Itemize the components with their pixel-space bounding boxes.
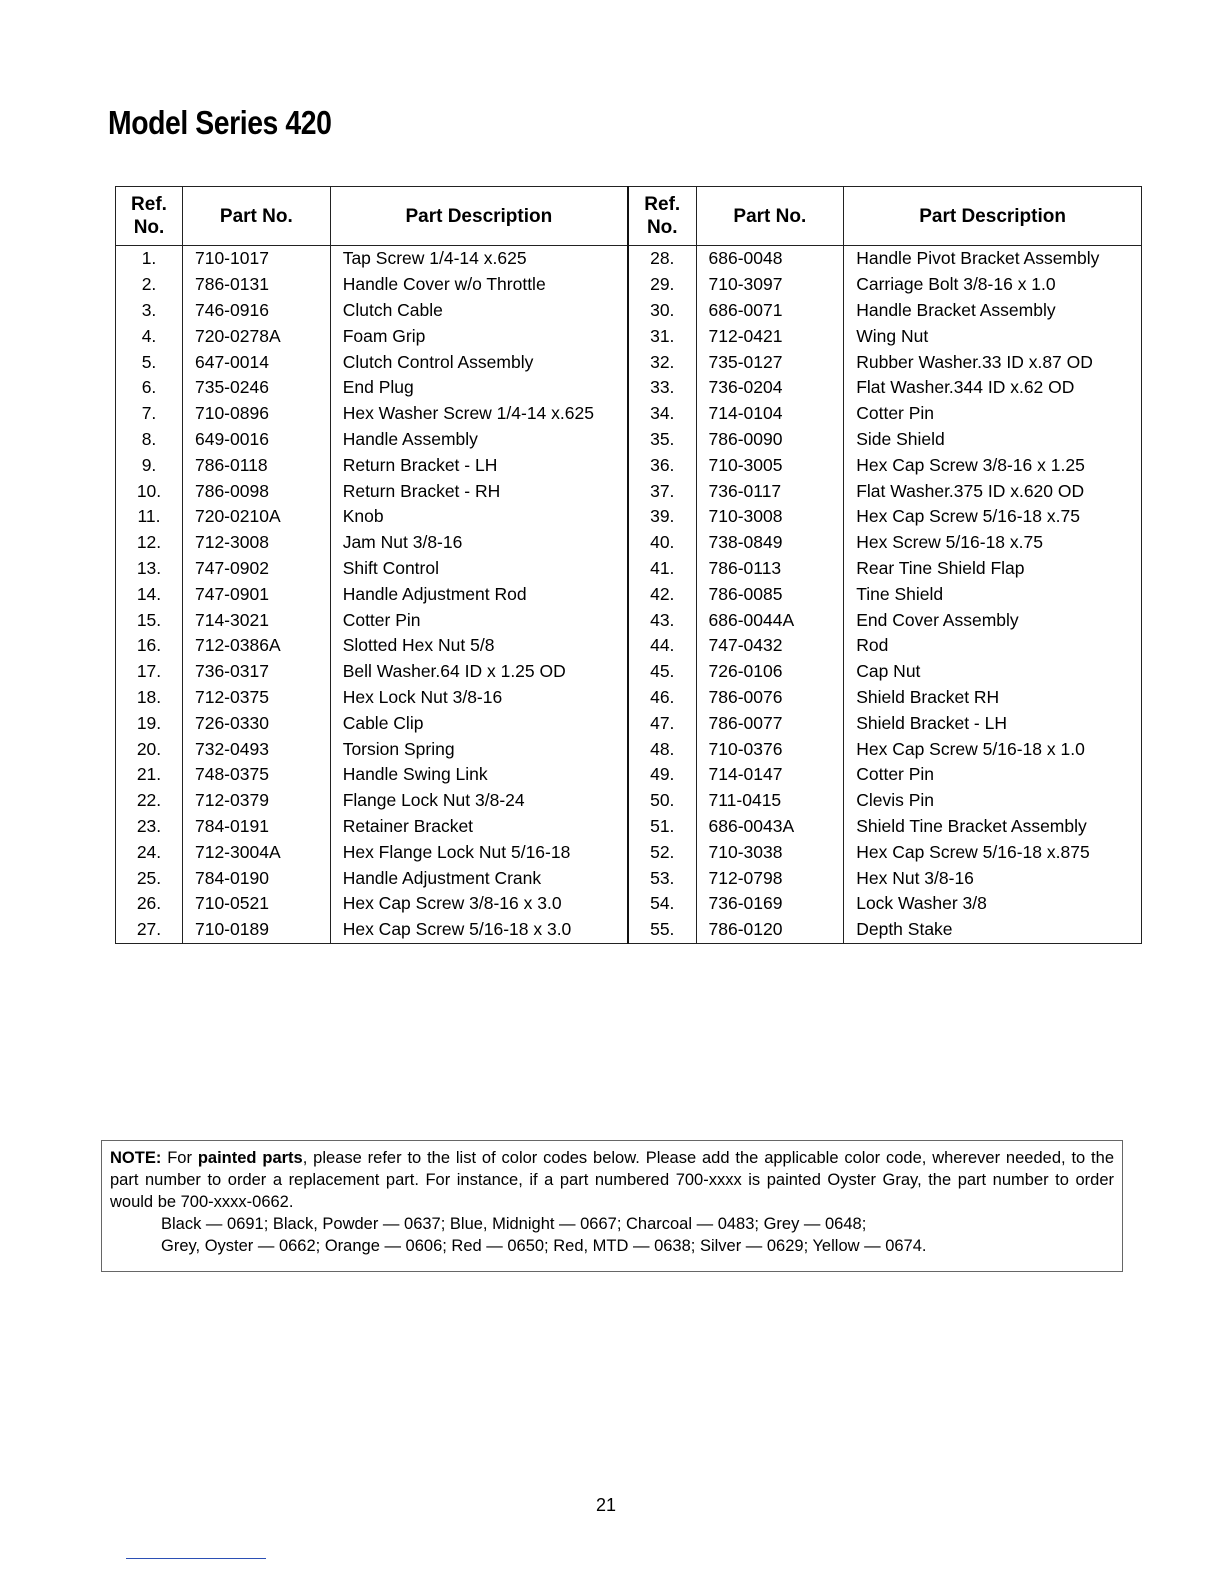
cell-part-no: 714-3021 — [182, 607, 330, 633]
cell-part-description-2: Rod — [844, 633, 1142, 659]
cell-ref-no-2: 37. — [628, 478, 696, 504]
cell-part-no: 786-0118 — [182, 452, 330, 478]
cell-part-no: 726-0330 — [182, 710, 330, 736]
cell-part-description: Hex Washer Screw 1/4-14 x.625 — [330, 401, 628, 427]
cell-part-no: 712-0386A — [182, 633, 330, 659]
table-row — [116, 917, 1142, 943]
header-part-description-2: Part Description — [844, 187, 1142, 246]
cell-part-description: Handle Swing Link — [330, 762, 628, 788]
cell-part-description-2: Hex Cap Screw 5/16-18 x 1.0 — [844, 736, 1142, 762]
cell-ref-no: 3. — [116, 298, 183, 324]
cell-part-no: 710-1017 — [182, 246, 330, 272]
cell-part-no: 784-0190 — [182, 865, 330, 891]
cell-ref-no: 17. — [116, 659, 183, 685]
cell-part-no-2: 786-0085 — [696, 581, 844, 607]
cell-ref-no: 23. — [116, 814, 183, 840]
cell-part-description-2: Rubber Washer.33 ID x.87 OD — [844, 349, 1142, 375]
cell-ref-no: 18. — [116, 685, 183, 711]
table-row — [116, 323, 1142, 349]
cell-part-description: Return Bracket - LH — [330, 452, 628, 478]
cell-ref-no-2: 45. — [628, 659, 696, 685]
cell-part-no: 649-0016 — [182, 427, 330, 453]
cell-part-description-2: Depth Stake — [844, 917, 1142, 943]
table-row — [116, 504, 1142, 530]
cell-part-description: Hex Flange Lock Nut 5/16-18 — [330, 839, 628, 865]
cell-part-no-2: 736-0204 — [696, 375, 844, 401]
cell-part-no-2: 786-0113 — [696, 556, 844, 582]
cell-part-no: 735-0246 — [182, 375, 330, 401]
cell-ref-no-2: 52. — [628, 839, 696, 865]
table-row — [116, 839, 1142, 865]
cell-ref-no: 6. — [116, 375, 183, 401]
footer-rule — [126, 1558, 266, 1559]
cell-part-no-2: 686-0048 — [696, 246, 844, 272]
note-text-2: , please refer to the list of color codes below. Please add the applicable color code, wherever needed, to the part number to order a replacement part. For instance, if a part numbered 700-xxxx is painted Oyster Gray, the part number to order would be 700-xxxx-0662. — [110, 1149, 1114, 1211]
page-number: 21 — [596, 1495, 617, 1515]
cell-part-description: Clutch Control Assembly — [330, 349, 628, 375]
cell-part-description-2: Shield Tine Bracket Assembly — [844, 814, 1142, 840]
cell-part-no-2: 686-0043A — [696, 814, 844, 840]
table-row — [116, 246, 1142, 272]
cell-part-description: Tap Screw 1/4-14 x.625 — [330, 246, 628, 272]
color-codes-line-1: Black — 0691; Black, Powder — 0637; Blue, Midnight — 0667; Charcoal — 0483; Grey — 0648; — [161, 1215, 867, 1233]
table-row — [116, 556, 1142, 582]
cell-ref-no-2: 51. — [628, 814, 696, 840]
cell-ref-no-2: 42. — [628, 581, 696, 607]
cell-part-description-2: Lock Washer 3/8 — [844, 891, 1142, 917]
cell-part-no: 712-3008 — [182, 530, 330, 556]
cell-ref-no-2: 46. — [628, 685, 696, 711]
header-ref-no-2: Ref. No. — [628, 187, 696, 246]
cell-part-no: 732-0493 — [182, 736, 330, 762]
cell-part-description: Handle Assembly — [330, 427, 628, 453]
cell-ref-no: 10. — [116, 478, 183, 504]
parts-table — [115, 186, 1142, 944]
cell-part-no-2: 710-3038 — [696, 839, 844, 865]
cell-ref-no-2: 48. — [628, 736, 696, 762]
cell-part-no: 712-3004A — [182, 839, 330, 865]
cell-part-no-2: 736-0169 — [696, 891, 844, 917]
table-row — [116, 349, 1142, 375]
cell-part-no-2: 786-0076 — [696, 685, 844, 711]
cell-part-description-2: Flat Washer.344 ID x.62 OD — [844, 375, 1142, 401]
cell-part-description: Handle Adjustment Crank — [330, 865, 628, 891]
cell-ref-no-2: 30. — [628, 298, 696, 324]
cell-part-description-2: Shield Bracket - LH — [844, 710, 1142, 736]
cell-part-no-2: 686-0071 — [696, 298, 844, 324]
cell-part-description: Shift Control — [330, 556, 628, 582]
cell-part-description: Clutch Cable — [330, 298, 628, 324]
cell-part-description-2: Hex Cap Screw 3/8-16 x 1.25 — [844, 452, 1142, 478]
cell-part-no-2: 726-0106 — [696, 659, 844, 685]
color-codes-line-2: Grey, Oyster — 0662; Orange — 0606; Red — 0650; Red, MTD — 0638; Silver — 0629; Yellow — 0674. — [161, 1237, 927, 1255]
cell-part-no-2: 786-0077 — [696, 710, 844, 736]
cell-ref-no-2: 33. — [628, 375, 696, 401]
table-row — [116, 530, 1142, 556]
cell-part-no: 786-0131 — [182, 272, 330, 298]
table-row — [116, 427, 1142, 453]
cell-ref-no: 1. — [116, 246, 183, 272]
cell-part-no-2: 714-0104 — [696, 401, 844, 427]
cell-part-description-2: Clevis Pin — [844, 788, 1142, 814]
cell-ref-no: 4. — [116, 323, 183, 349]
cell-part-description: End Plug — [330, 375, 628, 401]
cell-part-no: 720-0278A — [182, 323, 330, 349]
cell-part-description-2: Wing Nut — [844, 323, 1142, 349]
cell-part-description: Hex Cap Screw 3/8-16 x 3.0 — [330, 891, 628, 917]
cell-part-description: Retainer Bracket — [330, 814, 628, 840]
cell-ref-no: 26. — [116, 891, 183, 917]
table-row — [116, 710, 1142, 736]
cell-ref-no: 9. — [116, 452, 183, 478]
note-paragraph — [110, 1147, 1114, 1213]
cell-part-no-2: 686-0044A — [696, 607, 844, 633]
table-row — [116, 685, 1142, 711]
cell-ref-no-2: 36. — [628, 452, 696, 478]
cell-part-description: Cable Clip — [330, 710, 628, 736]
note-label: NOTE: — [110, 1149, 162, 1167]
cell-ref-no-2: 40. — [628, 530, 696, 556]
cell-ref-no-2: 41. — [628, 556, 696, 582]
cell-part-no-2: 710-3005 — [696, 452, 844, 478]
cell-ref-no-2: 50. — [628, 788, 696, 814]
cell-part-description: Jam Nut 3/8-16 — [330, 530, 628, 556]
cell-ref-no-2: 29. — [628, 272, 696, 298]
cell-ref-no-2: 49. — [628, 762, 696, 788]
cell-part-description: Hex Cap Screw 5/16-18 x 3.0 — [330, 917, 628, 943]
table-row — [116, 375, 1142, 401]
cell-ref-no: 5. — [116, 349, 183, 375]
table-row — [116, 401, 1142, 427]
cell-ref-no-2: 44. — [628, 633, 696, 659]
painted-parts-note — [101, 1140, 1123, 1272]
table-row — [116, 736, 1142, 762]
cell-part-description-2: Cap Nut — [844, 659, 1142, 685]
cell-part-no: 710-0189 — [182, 917, 330, 943]
cell-part-no-2: 735-0127 — [696, 349, 844, 375]
cell-ref-no-2: 53. — [628, 865, 696, 891]
cell-ref-no: 13. — [116, 556, 183, 582]
cell-ref-no: 16. — [116, 633, 183, 659]
cell-part-description: Bell Washer.64 ID x 1.25 OD — [330, 659, 628, 685]
cell-part-no-2: 710-0376 — [696, 736, 844, 762]
cell-ref-no-2: 34. — [628, 401, 696, 427]
cell-part-description-2: Carriage Bolt 3/8-16 x 1.0 — [844, 272, 1142, 298]
cell-part-no: 786-0098 — [182, 478, 330, 504]
table-row — [116, 865, 1142, 891]
cell-ref-no: 19. — [116, 710, 183, 736]
cell-part-no-2: 747-0432 — [696, 633, 844, 659]
cell-part-description-2: Rear Tine Shield Flap — [844, 556, 1142, 582]
cell-ref-no-2: 39. — [628, 504, 696, 530]
table-row — [116, 891, 1142, 917]
cell-part-description-2: Tine Shield — [844, 581, 1142, 607]
cell-part-description-2: Hex Screw 5/16-18 x.75 — [844, 530, 1142, 556]
cell-part-no-2: 738-0849 — [696, 530, 844, 556]
parts-table-body — [116, 246, 1142, 944]
cell-ref-no: 11. — [116, 504, 183, 530]
cell-part-no: 746-0916 — [182, 298, 330, 324]
cell-part-description: Hex Lock Nut 3/8-16 — [330, 685, 628, 711]
header-part-no: Part No. — [182, 187, 330, 246]
cell-ref-no: 15. — [116, 607, 183, 633]
cell-part-no: 784-0191 — [182, 814, 330, 840]
note-bold-text: painted parts — [197, 1149, 303, 1167]
cell-part-description-2: Flat Washer.375 ID x.620 OD — [844, 478, 1142, 504]
cell-ref-no-2: 35. — [628, 427, 696, 453]
cell-ref-no: 14. — [116, 581, 183, 607]
cell-part-description-2: Handle Bracket Assembly — [844, 298, 1142, 324]
cell-part-description: Cotter Pin — [330, 607, 628, 633]
cell-part-no: 712-0379 — [182, 788, 330, 814]
table-row — [116, 581, 1142, 607]
cell-part-description-2: Handle Pivot Bracket Assembly — [844, 246, 1142, 272]
cell-part-description-2: Hex Nut 3/8-16 — [844, 865, 1142, 891]
cell-part-no: 747-0902 — [182, 556, 330, 582]
cell-ref-no: 25. — [116, 865, 183, 891]
table-row — [116, 788, 1142, 814]
cell-part-description-2: Hex Cap Screw 5/16-18 x.75 — [844, 504, 1142, 530]
cell-part-no-2: 710-3008 — [696, 504, 844, 530]
table-row — [116, 762, 1142, 788]
cell-ref-no-2: 54. — [628, 891, 696, 917]
cell-part-no-2: 711-0415 — [696, 788, 844, 814]
cell-part-description: Torsion Spring — [330, 736, 628, 762]
cell-ref-no-2: 55. — [628, 917, 696, 943]
cell-part-description: Handle Adjustment Rod — [330, 581, 628, 607]
cell-ref-no: 27. — [116, 917, 183, 943]
cell-part-description-2: Cotter Pin — [844, 401, 1142, 427]
cell-part-description-2: Cotter Pin — [844, 762, 1142, 788]
cell-part-description: Flange Lock Nut 3/8-24 — [330, 788, 628, 814]
cell-part-no: 710-0896 — [182, 401, 330, 427]
cell-part-description: Foam Grip — [330, 323, 628, 349]
cell-ref-no: 22. — [116, 788, 183, 814]
cell-part-no: 736-0317 — [182, 659, 330, 685]
cell-part-no: 720-0210A — [182, 504, 330, 530]
cell-ref-no: 24. — [116, 839, 183, 865]
cell-part-no: 747-0901 — [182, 581, 330, 607]
table-row — [116, 814, 1142, 840]
cell-part-no-2: 714-0147 — [696, 762, 844, 788]
cell-part-no-2: 712-0421 — [696, 323, 844, 349]
cell-ref-no: 7. — [116, 401, 183, 427]
header-ref-no: Ref. No. — [116, 187, 183, 246]
cell-part-no-2: 736-0117 — [696, 478, 844, 504]
table-row — [116, 478, 1142, 504]
table-row — [116, 633, 1142, 659]
cell-part-description: Handle Cover w/o Throttle — [330, 272, 628, 298]
table-row — [116, 659, 1142, 685]
note-text-1: For — [167, 1149, 192, 1167]
cell-part-description: Knob — [330, 504, 628, 530]
header-part-no-2: Part No. — [696, 187, 844, 246]
cell-part-description-2: Side Shield — [844, 427, 1142, 453]
table-row — [116, 452, 1142, 478]
page-title: Model Series 420 — [108, 104, 332, 141]
cell-part-description-2: End Cover Assembly — [844, 607, 1142, 633]
cell-ref-no: 21. — [116, 762, 183, 788]
cell-part-description: Slotted Hex Nut 5/8 — [330, 633, 628, 659]
cell-part-description-2: Hex Cap Screw 5/16-18 x.875 — [844, 839, 1142, 865]
cell-ref-no-2: 31. — [628, 323, 696, 349]
table-row — [116, 607, 1142, 633]
cell-ref-no: 8. — [116, 427, 183, 453]
cell-part-no-2: 786-0090 — [696, 427, 844, 453]
cell-ref-no-2: 28. — [628, 246, 696, 272]
table-header-row — [116, 187, 1142, 246]
cell-part-no: 647-0014 — [182, 349, 330, 375]
cell-ref-no-2: 43. — [628, 607, 696, 633]
cell-part-no-2: 786-0120 — [696, 917, 844, 943]
cell-ref-no: 20. — [116, 736, 183, 762]
header-part-description: Part Description — [330, 187, 628, 246]
cell-part-description: Return Bracket - RH — [330, 478, 628, 504]
cell-part-no: 712-0375 — [182, 685, 330, 711]
table-row — [116, 298, 1142, 324]
cell-part-no-2: 712-0798 — [696, 865, 844, 891]
cell-ref-no: 2. — [116, 272, 183, 298]
cell-part-no-2: 710-3097 — [696, 272, 844, 298]
cell-ref-no-2: 47. — [628, 710, 696, 736]
cell-ref-no: 12. — [116, 530, 183, 556]
cell-part-no: 710-0521 — [182, 891, 330, 917]
cell-ref-no-2: 32. — [628, 349, 696, 375]
table-row — [116, 272, 1142, 298]
cell-part-no: 748-0375 — [182, 762, 330, 788]
cell-part-description-2: Shield Bracket RH — [844, 685, 1142, 711]
